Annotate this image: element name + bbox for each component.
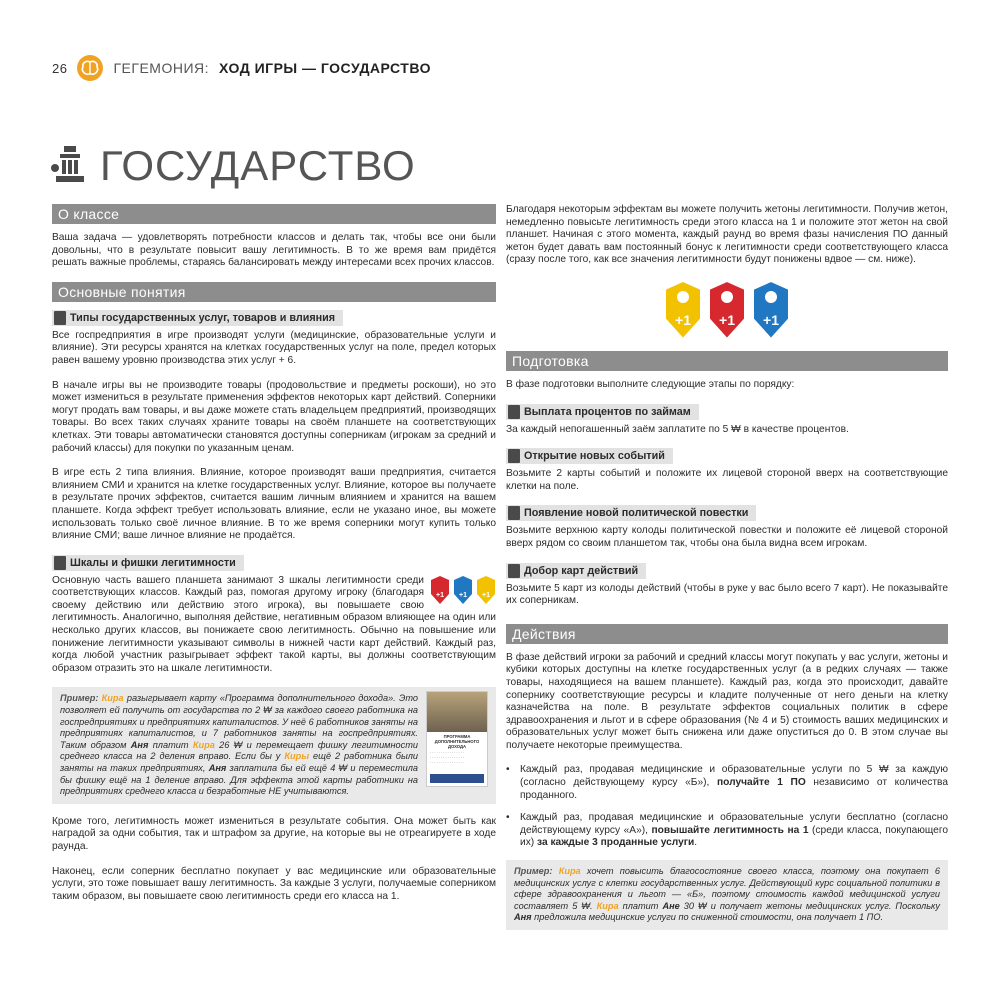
cube-icon	[508, 449, 520, 463]
services-p3: В игре есть 2 типа влияния. Влияние, которое производят ваши предприятия, считается влиянием СМИ и хранится на клетке государственных услуг. Влияние, которое вы получаете в результате прочих эффектов, считается вашим личным влиянием и хранится на вашем планшете. Когда эффект требует использовать влияние, если не указано иное, вы можете использовать только своё личное влияние. В то же время соперники могут купить только влияние СМИ; ваше личное влияние не продаётся.	[52, 467, 496, 542]
tokens-intro: Благодаря некоторым эффектам вы можете получить жетоны легитимности. Получив жетон, немедленно повысьте легитимность среди этого класса на 1 и положите этот жетон на свой планшет. Начиная с этого момента, каждый раунд во время фазы начисления ПО данный жетон будет давать вам постоянный бонус к легитимности среди соответствующего класса (сразу после того, как все значения легитимности будут понижены вдвое — см. ниже).	[506, 204, 948, 266]
section-about: О классе	[52, 204, 496, 224]
cube-icon	[508, 405, 520, 419]
example-text: хочет повысить благосостояние своего класса, поэтому она покупает 6 медицинских услуг с клетки государственных услуг. Действующий курс социальной политики в сфере здравоохранения и льгот — «Б», поэтому стоимость каждой медицинской услуги составляет 5 ₩.	[514, 866, 940, 911]
about-text: Ваша задача — удовлетворять потребности классов и делать так, чтобы все они были довольны, что в результате повысит вашу легитимность. В то же время вам придётся решать важные проблемы, стараясь балансировать между интересами всех прочих классов.	[52, 232, 496, 269]
bullet-item: • Каждый раз, продавая медицинские и образовательные услуги бесплатно (согласно действующему курсу «А»), повышайте легитимность на 1 (среди класса, покупающего их) за каждые 3 проданные услуги.	[506, 812, 948, 849]
subhead-services-label: Типы государственных услуг, товаров и влияния	[70, 311, 336, 324]
example-label: Пример:	[60, 693, 99, 704]
services-p2: В начале игры вы не производите товары (продовольствие и предметы роскоши), но это может измениться в результате применения эффектов некоторых карт действий. Соперники могут продать вам товары, и вы даже можете стать владельцем предприятий, производящих товары. Во всех таких случаях храните товары на своём планшете на соответствующих клетках. Эти товары автоматически становятся доступны соперникам (игрокам за средний и рабочий классы) для покупки по указанным ценам.	[52, 379, 496, 454]
right-column	[506, 204, 948, 942]
red-legitimacy-token-icon	[430, 575, 450, 605]
subhead-events-label: Открытие новых событий	[524, 450, 665, 463]
svg-text:+1: +1	[482, 591, 490, 599]
subhead-agenda	[506, 505, 756, 521]
example-text: платит	[618, 900, 663, 911]
page-title: ГОСУДАРСТВО	[100, 142, 416, 189]
cube-icon	[54, 311, 66, 325]
services-p1: Все госпредприятия в игре производят услуги (медицинские, образовательные услуги и влияние). Эти ресурсы хранятся на клетках государственных услуг на поле, предел которых равен вашему уровню производства этих услуг + 6.	[52, 329, 496, 366]
after-p2: Наконец, если соперник бесплатно покупает у вас медицинские или образовательные услуги, это тоже повышает вашу легитимность. За каждые 3 услуги, получаемые соперником таким образом, вы повышаете свою легитимность среди его класса на 1.	[52, 865, 496, 902]
bullet-text: (среди класса, покупающего их)	[520, 824, 948, 849]
bullet-item: • Каждый раз, продавая медицинские и образовательные услуги по 5 ₩ за каждую (согласно действующему курсу «Б»), получайте 1 ПО независимо от количества проданного.	[506, 764, 948, 801]
svg-text:+1: +1	[436, 591, 444, 599]
step1-text: За каждый непогашенный заём заплатите по 5 ₩ в качестве процентов.	[506, 423, 849, 435]
yellow-legitimacy-token-icon	[663, 279, 703, 341]
blue-legitimacy-token-icon	[751, 279, 791, 341]
step3-text: Возьмите верхнюю карту колоды политической повестки и положите её лицевой стороной вверх рядом со своим планшетом так, чтобы она была видна всем игрокам.	[506, 525, 948, 549]
example-text: 30 ₩ и получает жетоны медицинских услуг. Поскольку	[679, 900, 940, 911]
step4-text: Возьмите 5 карт из колоды действий (чтобы в руке у вас было всего 7 карт). Не показывайте их соперникам.	[506, 582, 948, 607]
section-actions: Действия	[506, 624, 948, 644]
header-chapter: ХОД ИГРЫ — ГОСУДАРСТВО	[219, 60, 432, 76]
example-box-left	[52, 687, 496, 803]
red-legitimacy-token-icon	[707, 279, 747, 341]
subhead-agenda-label: Появление новой политической повестки	[524, 507, 749, 520]
svg-text:+1: +1	[719, 311, 735, 328]
after-p1: Кроме того, легитимность может измениться в результате события. Она может быть как наградой за одни события, так и штрафом за другие, на которые вы не отреагируете в ходе раунда.	[52, 815, 496, 852]
blue-legitimacy-token-icon	[453, 575, 473, 605]
player-name: Аня	[130, 739, 149, 750]
svg-text:+1: +1	[763, 311, 779, 328]
legitimacy-tokens-small	[430, 575, 496, 605]
bullet-text: Каждый раз, продавая медицинские и образовательные услуги бесплатно (согласно действующему курсу «А»),	[520, 812, 948, 836]
cube-icon	[508, 564, 520, 578]
page-number: 26	[52, 60, 68, 76]
example-text: ещё 2 работника были заняты на таких предприятиях,	[60, 751, 418, 773]
bullet-text: .	[694, 837, 698, 849]
cube-icon	[508, 506, 520, 520]
subhead-legitimacy	[52, 555, 244, 571]
section-preparation: Подготовка	[506, 351, 948, 371]
svg-text:+1: +1	[459, 591, 467, 599]
header-section: ГЕГЕМОНИЯ:	[113, 60, 210, 76]
state-building-icon	[50, 144, 90, 189]
example-text: разыгрывает карту «Программа дополнительного дохода». Это позволяет ей получить от государства по 2 ₩ за каждого своего работника на госпредприятиях и предприятиях капиталистов. У неё 6 работников заняты на предприятиях капиталистов, и 7 работников заняты на госпредприятиях. Таким образом	[60, 693, 418, 750]
subhead-draw	[506, 563, 646, 579]
section-basics: Основные понятия	[52, 282, 496, 302]
yellow-legitimacy-token-icon	[476, 575, 496, 605]
legitimacy-tokens	[506, 279, 948, 341]
example-text: платит	[148, 739, 193, 750]
bullet-text: независимо от количества проданного.	[520, 777, 948, 801]
legitimacy-p1-text: Основную часть вашего планшета занимают 3 шкалы легитимности среди соответствующих классов. Каждый раз, помогая другому игроку (благодаря своему действию или действию этого игрока), вы повышаете свою легитимность. Аналогично, выполняя действие, негативным образом влияющее на один или несколько других классов, вы понижаете свою легитимность. Обычно на повышение или понижение легитимности указывают символы в нижней части карт действий. Каждый раз, когда любой участник разыгрывает эффект такой карты, вы должны соответствующим образом отразить это на шкале легитимности.	[52, 574, 496, 674]
player-name: Киры	[284, 751, 310, 762]
player-name: Кира	[596, 900, 619, 911]
prep-text: В фазе подготовки выполните следующие этапы по порядку:	[506, 378, 795, 390]
cube-icon	[54, 556, 66, 570]
bullet-bold: за каждые 3 проданные услуги	[537, 837, 695, 849]
step2-text: Возьмите 2 карты событий и положите их лицевой стороной вверх на соответствующие клетки на поле.	[506, 468, 948, 492]
svg-text:+1: +1	[675, 311, 691, 328]
player-name: Кира	[192, 739, 215, 750]
left-column	[52, 204, 496, 915]
bullet-bold: получайте 1 ПО	[716, 777, 806, 789]
page-header	[52, 54, 431, 82]
subhead-events	[506, 448, 673, 464]
bullet-bold: повышайте легитимность на 1	[651, 824, 809, 836]
subhead-loans	[506, 404, 699, 420]
player-name: Аня	[208, 763, 227, 773]
example-text: 26 ₩ и перемещает фишку легитимности среднего класса на 2 деления вправо. Если бы у	[60, 739, 418, 762]
example-text: предложила медицинские услуги по сниженной стоимости, она получает 1 ПО.	[531, 912, 884, 923]
action-card-image: ПРОГРАММА ДОПОЛНИТЕЛЬНОГО ДОХОДА · · · · · · · · · · · · · · · · · · · · · · · · · · · · · · · · · · · · · · · · · · · · · · · ·	[426, 691, 488, 787]
card-title: ПРОГРАММА ДОПОЛНИТЕЛЬНОГО ДОХОДА	[434, 734, 480, 750]
subhead-loans-label: Выплата процентов по займам	[524, 405, 691, 418]
subhead-services	[52, 310, 343, 326]
title-row	[50, 142, 416, 190]
player-name: Ане	[662, 900, 680, 911]
example-label: Пример:	[514, 866, 553, 877]
player-name: Кира	[101, 693, 124, 704]
player-name: Кира	[558, 866, 581, 877]
player-name: Аня	[514, 912, 532, 923]
subhead-legitimacy-label: Шкалы и фишки легитимности	[70, 556, 236, 569]
legitimacy-p1	[52, 575, 496, 676]
bullet-text: Каждый раз, продавая медицинские и образовательные услуги по 5 ₩ за каждую (согласно действующему курсу «Б»),	[520, 764, 948, 789]
subhead-draw-label: Добор карт действий	[524, 564, 639, 577]
brain-icon	[77, 55, 103, 81]
example-box-right	[506, 860, 948, 930]
actions-text: В фазе действий игроки за рабочий и средний классы могут покупать у вас услуги, жетоны и кубики которых доступны на клетке государственных услуг (а в редких случаях — также товары, находящиеся на вашем планшете). Каждый раз, когда это происходит, давайте сопернику соответствующие ресурсы и кладите полученные от него деньги на клетку казначейства на поле. В результате эффектов социальных политик в сфере здравоохранения и льгот и в сфере образования (№ 4 и 5) стоимость ваших медицинских и образовательных услуг может быть снижена или даже опуститься до 0. В этом случае вы получаете некоторые преимущества.	[506, 651, 948, 751]
example-text: заплатила бы ей ещё 4 ₩ и переместила бы фишку ещё на 1 деление вправо. Для эффекта этой карты работники на предприятиях среднего класса и безработные НЕ учитываются.	[60, 763, 418, 797]
